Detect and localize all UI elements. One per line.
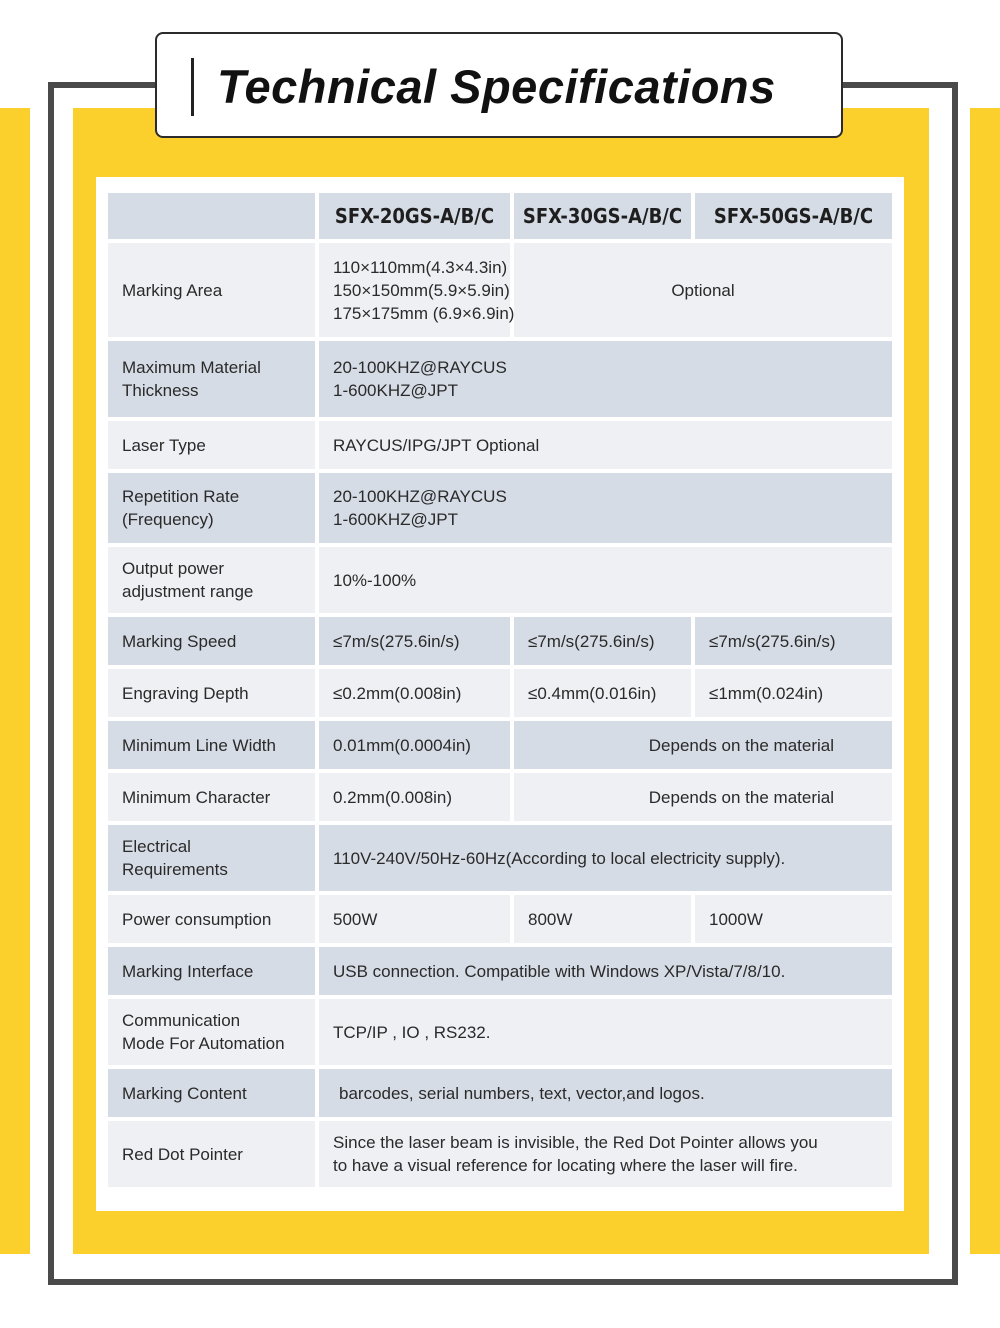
row-label: Marking Interface [108,947,319,995]
label-line-2: adjustment range [122,582,254,601]
right-yellow-band [970,108,1000,1254]
page-title: Technical Specifications [217,60,776,113]
row-red-dot [108,1121,892,1187]
label-line-1: Repetition Rate [122,487,240,506]
row-marking-speed [108,617,892,665]
repetition-rate-values [319,473,892,543]
model-header-2: SFX-30GS-A/B/C [514,193,695,239]
marking-area-size-1: 110×110mm(4.3×4.3in) [333,257,508,277]
value-line-2: 1-600KHZ@JPT [333,510,458,529]
label-line-2: Requirements [122,860,228,879]
label-line-1: Output power [122,559,225,578]
title-box [155,32,843,138]
marking-speed-value-3: ≤7m/s(275.6in/s) [695,617,892,665]
communication-value: TCP/IP , IO , RS232. [319,999,892,1065]
row-marking-area [108,243,892,337]
value-line-1: 20-100KHZ@RAYCUS [333,487,507,506]
row-electrical [108,825,892,891]
row-label [108,341,319,417]
row-min-line-width [108,721,892,769]
label-line-2: Thickness [122,381,199,400]
model-header-3: SFX-50GS-A/B/C [695,193,892,239]
marking-content-value: barcodes, serial numbers, text, vector,and logos. [319,1069,892,1117]
marking-area-sizes [319,243,514,337]
engraving-depth-value-1: ≤0.2mm(0.008in) [319,669,514,717]
label-line-1: Maximum Material [122,358,261,377]
row-label: Marking Content [108,1069,319,1117]
row-power-consumption [108,895,892,943]
label-line-2: Mode For Automation [122,1034,285,1053]
row-laser-type [108,421,892,469]
row-label: Minimum Character [108,773,319,821]
row-label: Red Dot Pointer [108,1121,319,1187]
row-label: Marking Speed [108,617,319,665]
engraving-depth-value-2: ≤0.4mm(0.016in) [514,669,695,717]
row-marking-interface [108,947,892,995]
title-accent-bar [191,58,194,116]
row-label: Engraving Depth [108,669,319,717]
row-label [108,473,319,543]
model-header-1: SFX-20GS-A/B/C [319,193,514,239]
power-consumption-value-2: 800W [514,895,695,943]
spec-sheet [96,177,904,1211]
row-max-thickness [108,341,892,417]
engraving-depth-value-3: ≤1mm(0.024in) [695,669,892,717]
laser-type-value: RAYCUS/IPG/JPT Optional [319,421,892,469]
marking-interface-value: USB connection. Compatible with Windows XP/Vista/7/8/10. [319,947,892,995]
row-repetition-rate [108,473,892,543]
max-thickness-values [319,341,892,417]
min-line-width-value: 0.01mm(0.0004in) [319,721,514,769]
left-yellow-band [0,108,30,1254]
row-label [108,825,319,891]
row-communication [108,999,892,1065]
label-line-2: (Frequency) [122,510,214,529]
marking-area-size-3: 175×175mm (6.9×6.9in) [333,303,515,323]
value-line-1: Since the laser beam is invisible, the Red Dot Pointer allows you [333,1133,818,1152]
red-dot-description [319,1121,892,1187]
row-label: Power consumption [108,895,319,943]
row-output-power [108,547,892,613]
marking-area-size-2: 150×150mm(5.9×5.9in) [333,280,510,300]
value-line-2: to have a visual reference for locating where the laser will fire. [333,1156,798,1175]
value-line-1: 20-100KHZ@RAYCUS [333,358,507,377]
marking-speed-value-2: ≤7m/s(275.6in/s) [514,617,695,665]
row-label: Laser Type [108,421,319,469]
spec-table [108,189,892,1191]
power-consumption-value-1: 500W [319,895,514,943]
marking-speed-value-1: ≤7m/s(275.6in/s) [319,617,514,665]
row-min-character [108,773,892,821]
header-empty-cell [108,193,319,239]
min-line-width-note: Depends on the material [514,721,892,769]
row-label [108,547,319,613]
electrical-value: 110V-240V/50Hz-60Hz(According to local electricity supply). [319,825,892,891]
row-label [108,999,319,1065]
min-character-note: Depends on the material [514,773,892,821]
row-label: Marking Area [108,243,319,337]
row-label: Minimum Line Width [108,721,319,769]
output-power-value: 10%-100% [319,547,892,613]
table-header-row [108,193,892,239]
min-character-value: 0.2mm(0.008in) [319,773,514,821]
row-marking-content [108,1069,892,1117]
power-consumption-value-3: 1000W [695,895,892,943]
marking-area-note: Optional [514,243,892,337]
label-line-1: Communication [122,1011,241,1030]
label-line-1: Electrical [122,837,191,856]
value-line-2: 1-600KHZ@JPT [333,381,458,400]
row-engraving-depth [108,669,892,717]
